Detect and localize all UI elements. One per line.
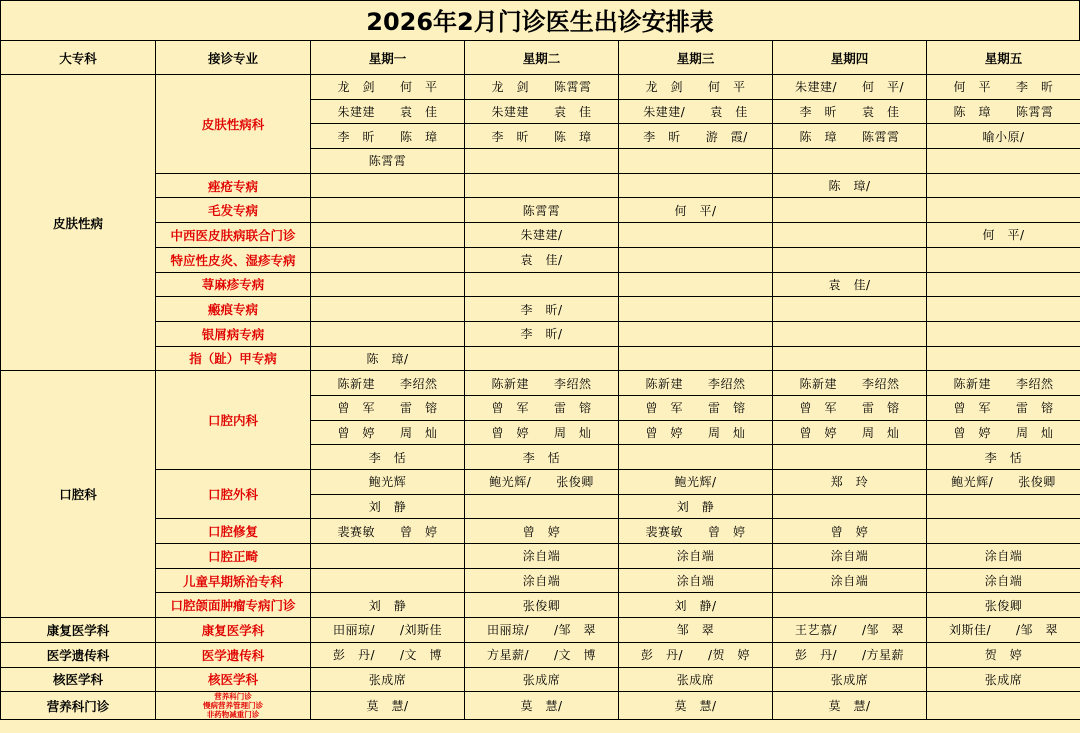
doctor-cell-tuesday: 李 昕 陈 璋 <box>465 124 619 149</box>
schedule-row <box>1 297 1080 322</box>
specialty-cell: 特应性皮炎、湿疹专病 <box>156 247 311 272</box>
doctor-cell-friday: 张成席 <box>927 667 1080 692</box>
specialty-cell: 中西医皮肤病联合门诊 <box>156 223 311 248</box>
doctor-cell-friday <box>927 272 1080 297</box>
doctor-cell-thursday: 曾 军 雷 镕 <box>773 395 927 420</box>
doctor-cell-wednesday: 朱建建/ 袁 佳 <box>619 99 773 124</box>
doctor-cell-friday: 何 平/ <box>927 223 1080 248</box>
doctor-cell-friday: 陈 璋 陈霄霄 <box>927 99 1080 124</box>
doctor-cell-thursday: 莫 慧/ <box>773 692 927 720</box>
doctor-cell-friday <box>927 297 1080 322</box>
doctor-cell-thursday: 曾 婷 周 灿 <box>773 420 927 445</box>
doctor-cell-tuesday: 莫 慧/ <box>465 692 619 720</box>
schedule-row <box>1 75 1080 100</box>
doctor-cell-monday <box>311 568 465 593</box>
doctor-cell-monday <box>311 223 465 248</box>
doctor-cell-thursday: 李 昕 袁 佳 <box>773 99 927 124</box>
specialty-cell: 口腔修复 <box>156 519 311 544</box>
major-specialty-cell: 皮肤性病 <box>1 75 156 371</box>
doctor-cell-friday: 张俊卿 <box>927 593 1080 618</box>
doctor-cell-thursday <box>773 346 927 371</box>
doctor-cell-thursday: 王艺慕/ /邹 翠 <box>773 618 927 643</box>
doctor-cell-monday: 裴赛敏 曾 婷 <box>311 519 465 544</box>
specialty-cell: 儿童早期矫治专科 <box>156 568 311 593</box>
doctor-cell-wednesday: 莫 慧/ <box>619 692 773 720</box>
doctor-cell-tuesday: 张成席 <box>465 667 619 692</box>
doctor-cell-monday: 彭 丹/ /文 博 <box>311 642 465 667</box>
schedule-row <box>1 568 1080 593</box>
doctor-cell-monday: 李 昕 陈 璋 <box>311 124 465 149</box>
doctor-cell-wednesday: 鲍光辉/ <box>619 470 773 495</box>
doctor-cell-friday <box>927 173 1080 198</box>
doctor-cell-monday: 龙 剑 何 平 <box>311 75 465 100</box>
doctor-cell-wednesday: 彭 丹/ /贺 婷 <box>619 642 773 667</box>
doctor-cell-thursday: 张成席 <box>773 667 927 692</box>
specialty-cell: 口腔正畸 <box>156 544 311 569</box>
schedule-row <box>1 173 1080 198</box>
schedule-row <box>1 618 1080 643</box>
doctor-cell-thursday <box>773 149 927 174</box>
doctor-cell-monday: 田丽琼/ /刘斯佳 <box>311 618 465 643</box>
doctor-cell-monday: 张成席 <box>311 667 465 692</box>
doctor-cell-wednesday <box>619 346 773 371</box>
specialty-cell: 痤疮专病 <box>156 173 311 198</box>
doctor-cell-tuesday: 朱建建 袁 佳 <box>465 99 619 124</box>
doctor-cell-friday <box>927 519 1080 544</box>
doctor-cell-monday: 陈霄霄 <box>311 149 465 174</box>
schedule-row <box>1 667 1080 692</box>
header-tuesday: 星期二 <box>465 41 619 75</box>
doctor-cell-wednesday: 刘 静/ <box>619 593 773 618</box>
doctor-cell-friday: 喻小原/ <box>927 124 1080 149</box>
doctor-cell-friday: 刘斯佳/ /邹 翠 <box>927 618 1080 643</box>
specialty-cell: 核医学科 <box>156 667 311 692</box>
specialty-line: 非药物减重门诊 <box>206 710 260 720</box>
specialty-cell: 瘢痕专病 <box>156 297 311 322</box>
doctor-cell-friday: 鲍光辉/ 张俊卿 <box>927 470 1080 495</box>
doctor-cell-tuesday: 朱建建/ <box>465 223 619 248</box>
doctor-cell-wednesday: 曾 婷 周 灿 <box>619 420 773 445</box>
doctor-cell-friday: 涂自端 <box>927 568 1080 593</box>
schedule-row <box>1 692 1080 720</box>
doctor-cell-tuesday: 曾 军 雷 镕 <box>465 395 619 420</box>
doctor-cell-tuesday: 袁 佳/ <box>465 247 619 272</box>
doctor-cell-tuesday <box>465 272 619 297</box>
doctor-cell-monday <box>311 173 465 198</box>
doctor-cell-monday <box>311 247 465 272</box>
doctor-cell-monday <box>311 198 465 223</box>
doctor-cell-thursday: 袁 佳/ <box>773 272 927 297</box>
header-specialty: 接诊专业 <box>156 41 311 75</box>
doctor-cell-tuesday: 曾 婷 <box>465 519 619 544</box>
doctor-cell-tuesday: 涂自端 <box>465 568 619 593</box>
schedule-row <box>1 272 1080 297</box>
specialty-cell: 指（趾）甲专病 <box>156 346 311 371</box>
doctor-cell-friday: 李 恬 <box>927 445 1080 470</box>
doctor-cell-friday: 何 平 李 昕 <box>927 75 1080 100</box>
specialty-cell: 皮肤性病科 <box>156 75 311 174</box>
schedule-row <box>1 247 1080 272</box>
doctor-cell-tuesday <box>465 149 619 174</box>
major-specialty-cell: 营养科门诊 <box>1 692 156 720</box>
major-specialty-cell: 口腔科 <box>1 371 156 618</box>
specialty-line: 营养科门诊 <box>214 692 252 702</box>
specialty-cell: 康复医学科 <box>156 618 311 643</box>
doctor-cell-wednesday <box>619 223 773 248</box>
doctor-cell-thursday <box>773 247 927 272</box>
doctor-cell-friday: 曾 军 雷 镕 <box>927 395 1080 420</box>
specialty-line: 慢病营养管理门诊 <box>203 701 263 711</box>
specialty-cell <box>156 692 311 720</box>
doctor-cell-wednesday: 刘 静 <box>619 494 773 519</box>
header-row <box>1 41 1080 75</box>
doctor-cell-friday <box>927 247 1080 272</box>
doctor-cell-monday: 刘 静 <box>311 494 465 519</box>
doctor-cell-friday <box>927 692 1080 720</box>
doctor-cell-thursday <box>773 494 927 519</box>
doctor-cell-thursday <box>773 223 927 248</box>
doctor-cell-wednesday <box>619 445 773 470</box>
major-specialty-cell: 核医学科 <box>1 667 156 692</box>
schedule-title: 2026年2月门诊医生出诊安排表 <box>0 0 1080 40</box>
specialty-cell: 口腔外科 <box>156 470 311 519</box>
doctor-cell-thursday: 涂自端 <box>773 544 927 569</box>
doctor-cell-monday: 刘 静 <box>311 593 465 618</box>
doctor-cell-thursday: 彭 丹/ /方星薪 <box>773 642 927 667</box>
doctor-cell-tuesday <box>465 173 619 198</box>
doctor-cell-wednesday <box>619 247 773 272</box>
doctor-cell-friday <box>927 346 1080 371</box>
schedule-row <box>1 223 1080 248</box>
header-major: 大专科 <box>1 41 156 75</box>
doctor-cell-thursday <box>773 321 927 346</box>
doctor-cell-monday: 莫 慧/ <box>311 692 465 720</box>
doctor-cell-monday <box>311 297 465 322</box>
doctor-cell-wednesday: 邹 翠 <box>619 618 773 643</box>
doctor-cell-tuesday: 李 昕/ <box>465 297 619 322</box>
header-friday: 星期五 <box>927 41 1080 75</box>
doctor-cell-friday: 涂自端 <box>927 544 1080 569</box>
doctor-cell-tuesday: 李 昕/ <box>465 321 619 346</box>
schedule-row <box>1 321 1080 346</box>
doctor-cell-wednesday <box>619 297 773 322</box>
schedule-row <box>1 642 1080 667</box>
doctor-cell-wednesday <box>619 173 773 198</box>
doctor-cell-thursday <box>773 445 927 470</box>
specialty-cell: 口腔颌面肿瘤专病门诊 <box>156 593 311 618</box>
doctor-cell-tuesday: 龙 剑 陈霄霄 <box>465 75 619 100</box>
doctor-cell-friday: 贺 婷 <box>927 642 1080 667</box>
doctor-cell-wednesday: 龙 剑 何 平 <box>619 75 773 100</box>
doctor-cell-tuesday: 田丽琼/ /邹 翠 <box>465 618 619 643</box>
doctor-cell-wednesday: 陈新建 李绍然 <box>619 371 773 396</box>
doctor-cell-wednesday <box>619 272 773 297</box>
major-specialty-cell: 医学遗传科 <box>1 642 156 667</box>
doctor-cell-thursday: 涂自端 <box>773 568 927 593</box>
doctor-cell-monday: 朱建建 袁 佳 <box>311 99 465 124</box>
doctor-cell-wednesday <box>619 149 773 174</box>
schedule-row <box>1 519 1080 544</box>
doctor-cell-tuesday: 鲍光辉/ 张俊卿 <box>465 470 619 495</box>
schedule-row <box>1 544 1080 569</box>
doctor-cell-monday <box>311 544 465 569</box>
doctor-cell-wednesday <box>619 321 773 346</box>
specialty-cell: 医学遗传科 <box>156 642 311 667</box>
doctor-cell-wednesday: 何 平/ <box>619 198 773 223</box>
doctor-cell-thursday <box>773 297 927 322</box>
doctor-cell-monday: 陈新建 李绍然 <box>311 371 465 396</box>
doctor-cell-thursday: 曾 婷 <box>773 519 927 544</box>
doctor-cell-thursday: 陈 璋 陈霄霄 <box>773 124 927 149</box>
doctor-cell-thursday: 郑 玲 <box>773 470 927 495</box>
doctor-cell-tuesday: 方星薪/ /文 博 <box>465 642 619 667</box>
doctor-cell-friday: 陈新建 李绍然 <box>927 371 1080 396</box>
doctor-cell-monday: 李 恬 <box>311 445 465 470</box>
doctor-cell-tuesday: 陈霄霄 <box>465 198 619 223</box>
doctor-cell-tuesday: 李 恬 <box>465 445 619 470</box>
doctor-cell-friday: 曾 婷 周 灿 <box>927 420 1080 445</box>
schedule-row <box>1 346 1080 371</box>
schedule-row <box>1 371 1080 396</box>
doctor-cell-monday: 鲍光辉 <box>311 470 465 495</box>
major-specialty-cell: 康复医学科 <box>1 618 156 643</box>
doctor-cell-tuesday: 涂自端 <box>465 544 619 569</box>
header-monday: 星期一 <box>311 41 465 75</box>
doctor-cell-tuesday <box>465 494 619 519</box>
doctor-cell-wednesday: 张成席 <box>619 667 773 692</box>
schedule-row <box>1 593 1080 618</box>
header-thursday: 星期四 <box>773 41 927 75</box>
doctor-cell-tuesday <box>465 346 619 371</box>
doctor-cell-thursday: 朱建建/ 何 平/ <box>773 75 927 100</box>
doctor-cell-thursday <box>773 198 927 223</box>
doctor-cell-thursday: 陈新建 李绍然 <box>773 371 927 396</box>
doctor-cell-monday: 曾 军 雷 镕 <box>311 395 465 420</box>
doctor-cell-wednesday: 涂自端 <box>619 544 773 569</box>
header-wednesday: 星期三 <box>619 41 773 75</box>
specialty-cell: 毛发专病 <box>156 198 311 223</box>
doctor-cell-monday: 曾 婷 周 灿 <box>311 420 465 445</box>
doctor-cell-monday <box>311 321 465 346</box>
doctor-cell-wednesday: 涂自端 <box>619 568 773 593</box>
doctor-cell-tuesday: 曾 婷 周 灿 <box>465 420 619 445</box>
doctor-cell-tuesday: 陈新建 李绍然 <box>465 371 619 396</box>
doctor-cell-monday: 陈 璋/ <box>311 346 465 371</box>
doctor-cell-friday <box>927 198 1080 223</box>
doctor-cell-monday <box>311 272 465 297</box>
doctor-cell-wednesday: 李 昕 游 霞/ <box>619 124 773 149</box>
doctor-cell-thursday <box>773 593 927 618</box>
doctor-cell-friday <box>927 321 1080 346</box>
doctor-cell-friday <box>927 149 1080 174</box>
doctor-cell-wednesday: 曾 军 雷 镕 <box>619 395 773 420</box>
doctor-cell-thursday: 陈 璋/ <box>773 173 927 198</box>
schedule-row <box>1 470 1080 495</box>
specialty-cell: 银屑病专病 <box>156 321 311 346</box>
specialty-cell: 荨麻疹专病 <box>156 272 311 297</box>
doctor-cell-tuesday: 张俊卿 <box>465 593 619 618</box>
doctor-cell-wednesday: 裴赛敏 曾 婷 <box>619 519 773 544</box>
schedule-table <box>0 40 1080 720</box>
schedule-row <box>1 198 1080 223</box>
doctor-cell-friday <box>927 494 1080 519</box>
specialty-cell: 口腔内科 <box>156 371 311 470</box>
